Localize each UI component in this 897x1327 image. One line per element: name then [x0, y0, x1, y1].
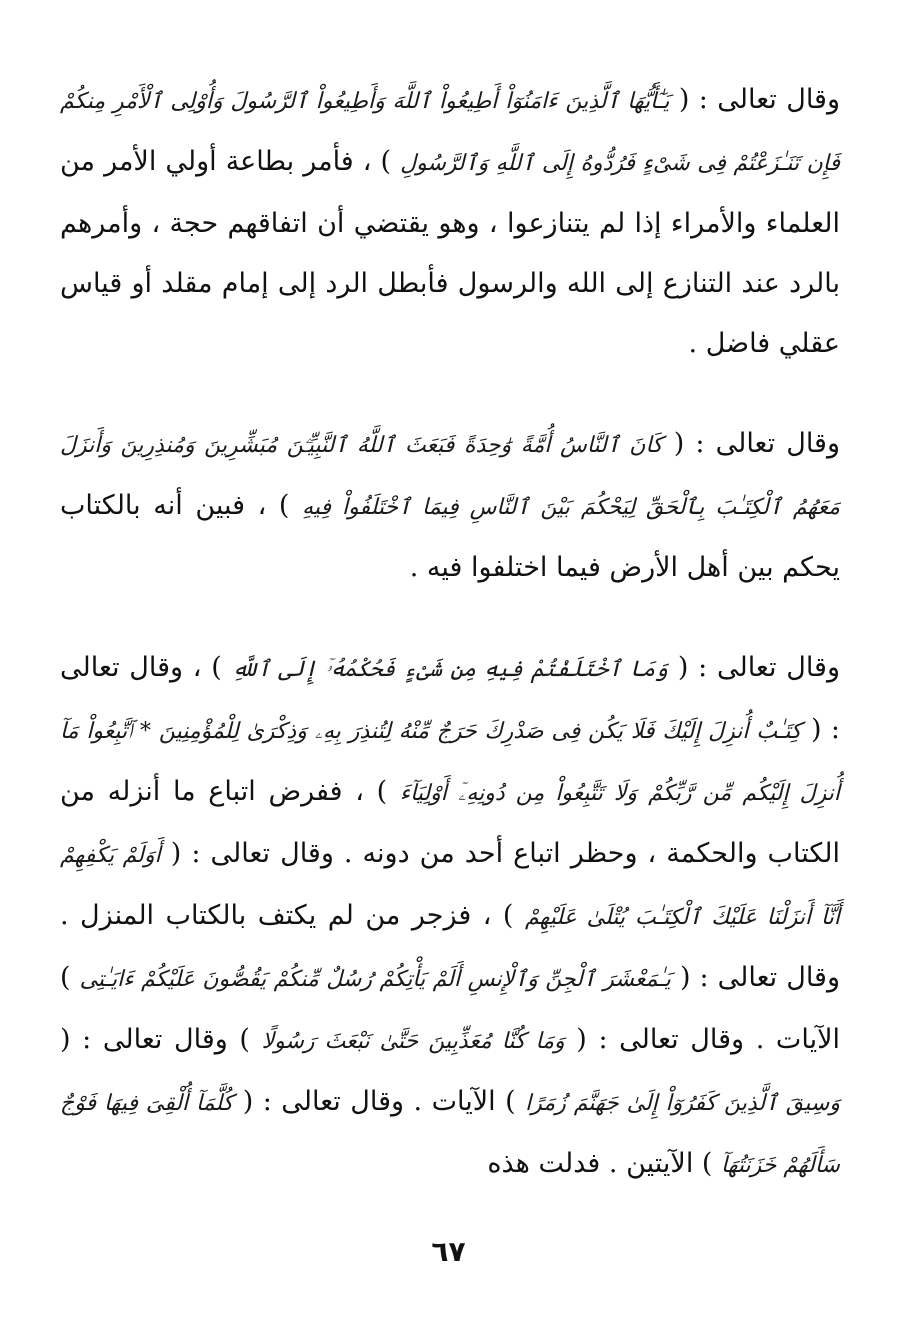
paragraph-obedience [60, 70, 840, 374]
paragraph-mankind-one-nation [60, 414, 840, 598]
quran-verse: وَسِيقَ ٱلَّذِينَ كَفَرُوٓاْ إِلَىٰ جَهَنَّمَ زُمَرًا [525, 1091, 840, 1116]
body-text: ) ، فزجر من لم يكتف بالكتاب المنزل . وقال تعالى : ( [60, 900, 841, 993]
body-text: ) ، فأمر بطاعة أولي الأمر من العلماء والأمراء إذا لم يتنازعوا ، وهو يقتضي أن اتفاقهم حجة ، وأمرهم بالرد عند التنازع إلى الله والرسول فأبطل الرد إلى إمام مقلد أو قياس عقلي فاضل . [60, 146, 840, 359]
quran-verse: يَـٰمَعْشَرَ ٱلْجِنِّ وَٱلْإِنسِ أَلَمْ يَأْتِكُمْ رُسُلٌ مِّنكُمْ يَقُصُّونَ عَلَيْكُمْ ءَايَـٰتِى [79, 967, 671, 992]
body-text: وقال تعالى : ( [669, 84, 840, 115]
quran-verse: يَـٰٓأَيُّهَا ٱلَّذِينَ ءَامَنُوٓاْ أَطِيعُواْ ٱللَّهَ وَأَطِيعُواْ ٱلرَّسُولَ وَأُوْلِى ٱلْأَمْرِ مِنكُمْ فَإِن تَنَـٰزَعْتُمْ فِى شَىْءٍ فَرُدُّوهُ إِلَى ٱللَّهِ وَٱلرَّسُولِ [60, 89, 840, 176]
body-text: ) ، فبين أنه بالكتاب يحكم بين أهل الأرض فيما اختلفوا فيه . [60, 490, 840, 583]
quran-verse: كِتَـٰبٌ أُنزِلَ إِلَيْكَ فَلَا يَكُن فِى صَدْرِكَ حَرَجٌ مِّنْهُ لِتُنذِرَ بِهِۦ وَذِكْرَىٰ لِلْمُؤْمِنِينَ * ٱتَّبِعُواْ مَآ أُنزِلَ إِلَيْكُم مِّن رَّبِّكُمْ وَلَا تَتَّبِعُواْ مِن دُونِهِۦٓ أَوْلِيَآءَ [60, 719, 840, 806]
body-text: ) ، وقال تعالى : ( [60, 652, 840, 745]
page-body [60, 70, 840, 1196]
body-text: ) الآيات . وقال تعالى : ( [233, 1086, 526, 1117]
page-number: ٦٧ [431, 1235, 466, 1268]
body-text: ) وقال تعالى : ( [60, 1024, 262, 1055]
quran-verse: كُلَّمَآ أُلْقِىَ فِيهَا فَوْجٌ سَأَلَهُمْ خَزَنَتُهَآ [60, 1091, 840, 1178]
body-text: ) الآيتين . فدلت هذه [487, 1148, 722, 1179]
quran-verse: أَوَلَمْ يَكْفِهِمْ أَنَّآ أَنزَلْنَا عَلَيْكَ ٱلْكِتَـٰبَ يُتْلَىٰ عَلَيْهِمْ [60, 843, 840, 930]
body-text: ) ، ففرض اتباع ما أنزله من الكتاب والحكمة ، وحظر اتباع أحد من دونه . وقال تعالى : ( [60, 776, 840, 869]
body-text: وقال تعالى : ( [668, 652, 841, 683]
quran-verse: وَمَا كُنَّا مُعَذِّبِينَ حَتَّىٰ نَبْعَثَ رَسُولًا [261, 1029, 565, 1054]
paragraph-following-the-book [60, 638, 840, 1196]
quran-verse: وَمَا ٱخْتَلَفْتُمْ فِيهِ مِن شَىْءٍ فَحُكْمُهُۥٓ إِلَى ٱللَّهِ [231, 657, 669, 682]
body-text: وقال تعالى : ( [662, 428, 840, 459]
quran-verse: كَانَ ٱلنَّاسُ أُمَّةً وَٰحِدَةً فَبَعَثَ ٱللَّهُ ٱلنَّبِيِّـۧنَ مُبَشِّرِينَ وَمُنذِرِينَ وَأَنزَلَ مَعَهُمُ ٱلْكِتَـٰبَ بِٱلْحَقِّ لِيَحْكُمَ بَيْنَ ٱلنَّاسِ فِيمَا ٱخْتَلَفُواْ فِيهِ [60, 433, 841, 520]
body-text: ) الآيات . وقال تعالى : ( [60, 962, 840, 1055]
